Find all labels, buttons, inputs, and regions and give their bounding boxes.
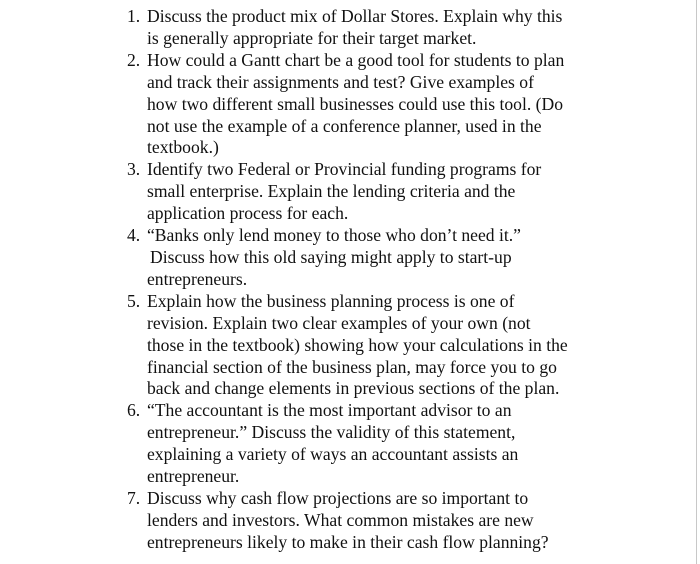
question-item-2 — [0, 50, 690, 160]
question-line: and track their assignments and test? Give examples of — [147, 71, 534, 92]
question-line: application process for each. — [147, 203, 349, 224]
document-body — [0, 6, 690, 554]
question-item-6 — [0, 400, 690, 488]
question-number: 2. — [127, 49, 141, 70]
question-line: not use the example of a conference planner, used in the — [147, 115, 542, 136]
question-line: Discuss how this old saying might apply to start-up — [150, 246, 512, 267]
question-line: lenders and investors. What common mistakes are new — [147, 509, 534, 530]
question-line: Explain how the business planning process is one of — [147, 290, 515, 311]
question-line: entrepreneurs. — [147, 268, 248, 289]
question-line: back and change elements in previous sections of the plan. — [147, 378, 560, 399]
question-line: “The accountant is the most important advisor to an — [147, 400, 512, 421]
question-number: 3. — [127, 159, 141, 180]
question-line: financial section of the business plan, may force you to go — [147, 356, 557, 377]
question-line: is generally appropriate for their target market. — [147, 27, 477, 48]
question-number: 7. — [127, 487, 141, 508]
question-line: explaining a variety of ways an accountant assists an — [147, 444, 519, 465]
question-number: 1. — [127, 6, 141, 26]
question-line: entrepreneur.” Discuss the validity of this statement, — [147, 422, 516, 443]
question-line: textbook.) — [147, 137, 219, 158]
question-line: those in the textbook) showing how your calculations in the — [147, 334, 568, 355]
question-number: 4. — [127, 225, 141, 246]
question-list — [0, 6, 690, 554]
question-line: revision. Explain two clear examples of your own (not — [147, 312, 531, 333]
question-item-7 — [0, 488, 690, 554]
question-line: small enterprise. Explain the lending criteria and the — [147, 181, 516, 202]
question-item-5 — [0, 291, 690, 401]
question-line: entrepreneurs likely to make in their cash flow planning? — [147, 531, 549, 552]
question-item-3 — [0, 159, 690, 225]
page-edge-divider — [696, 0, 697, 564]
question-line: entrepreneur. — [147, 466, 240, 487]
question-line: Discuss why cash flow projections are so important to — [147, 487, 529, 508]
question-line: “Banks only lend money to those who don’t need it.” — [147, 225, 521, 246]
question-item-4 — [0, 225, 690, 291]
question-line: Discuss the product mix of Dollar Stores. Explain why this — [147, 6, 563, 26]
question-number: 6. — [127, 400, 141, 421]
question-line: how two different small businesses could use this tool. (Do — [147, 93, 564, 114]
question-line: How could a Gantt chart be a good tool for students to plan — [147, 49, 565, 70]
question-item-1 — [0, 6, 690, 50]
question-number: 5. — [127, 290, 141, 311]
question-line: Identify two Federal or Provincial funding programs for — [147, 159, 542, 180]
